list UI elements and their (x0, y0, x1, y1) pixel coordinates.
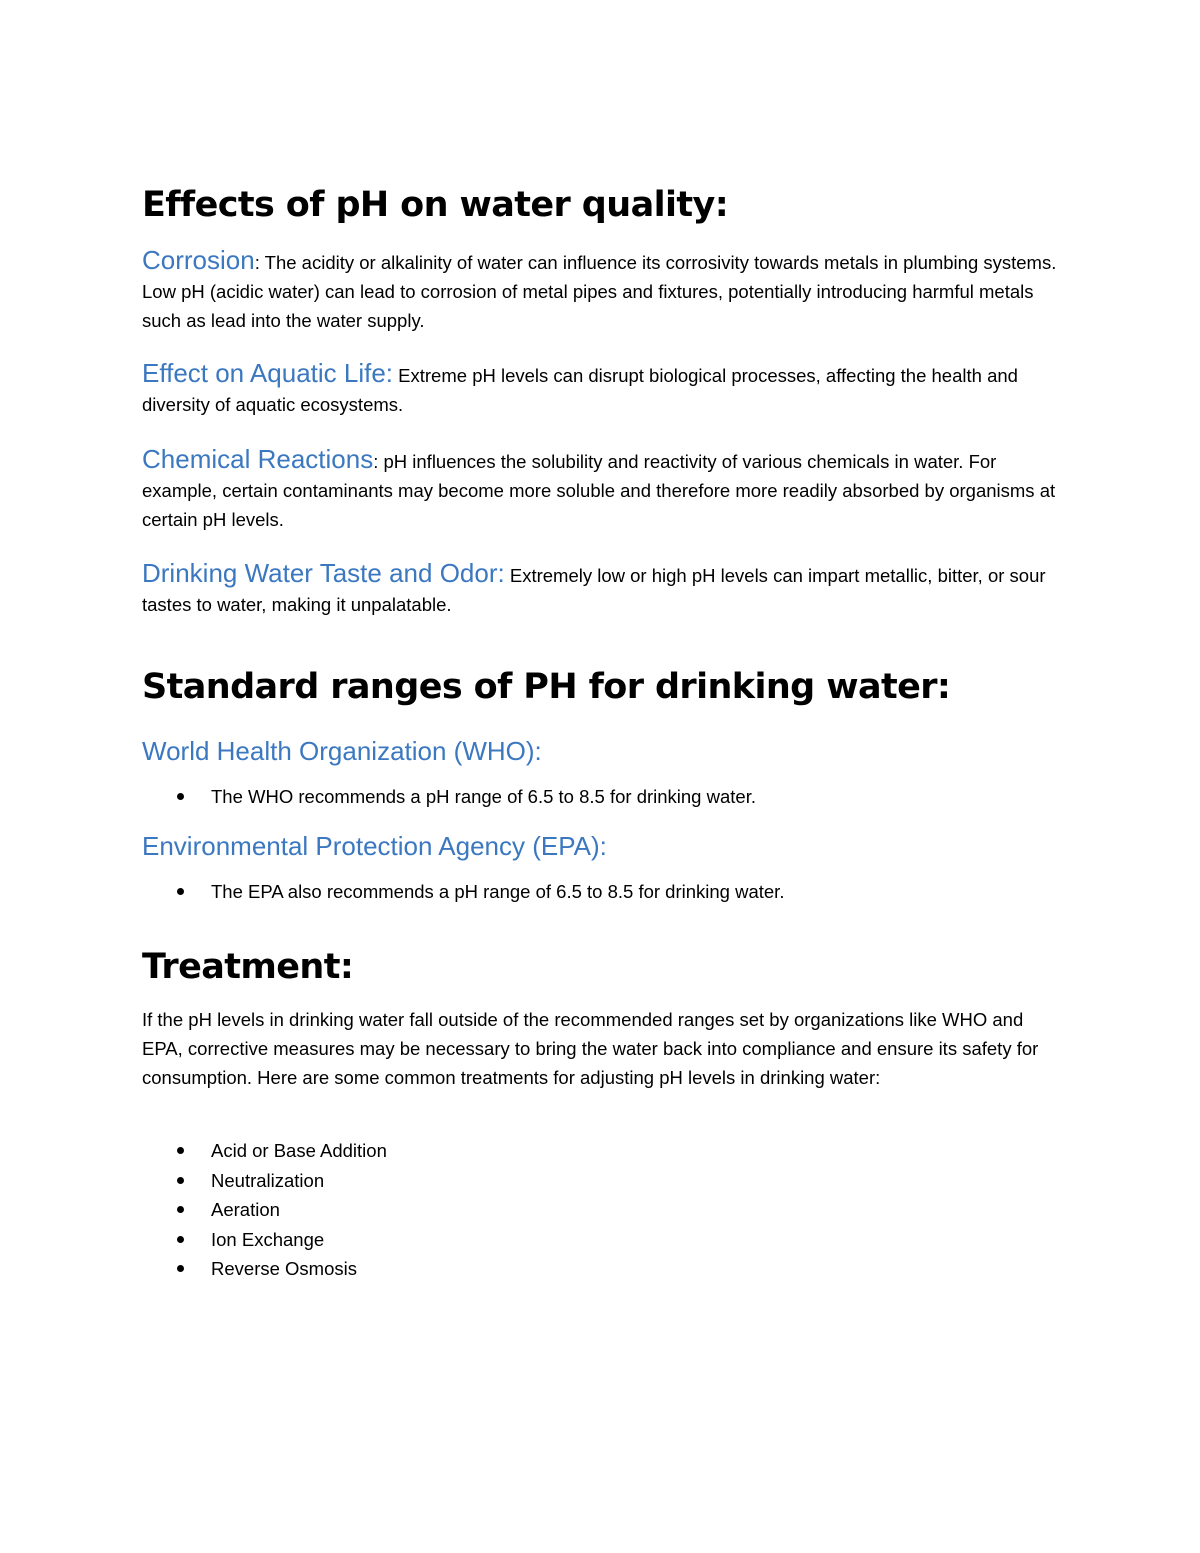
list-treatments (142, 1136, 387, 1284)
paragraph-aquatic-life (142, 359, 1062, 419)
list-item-text: Ion Exchange (211, 1228, 325, 1250)
bullet-icon (177, 1147, 184, 1154)
text-taste-odor: Extremely low or high pH levels can impart metallic, bitter, or sour tastes to water, making it unpalatable. (142, 565, 1046, 615)
list-item-text: The WHO recommends a pH range of 6.5 to 8.5 for drinking water. (211, 786, 756, 807)
list-item-text: Acid or Base Addition (211, 1140, 387, 1161)
list-item-text: The EPA also recommends a pH range of 6.5 to 8.5 for drinking water. (211, 881, 785, 902)
list-item-text: Aeration (211, 1199, 280, 1221)
bullet-icon (177, 1265, 184, 1272)
term-corrosion: Corrosion (142, 245, 255, 275)
subheading-epa: Environmental Protection Agency (EPA): (142, 831, 607, 861)
heading-treatment: Treatment: (142, 947, 354, 987)
paragraph-treatment-intro: If the pH levels in drinking water fall outside of the recommended ranges set by organizations like WHO and EPA, corrective measures may be necessary to bring the water back into compliance and ensure its safety for consumption. Here are some common treatments for adjusting pH levels in drinking water: (142, 1009, 1039, 1088)
list-epa (142, 877, 784, 907)
term-chemical-reactions: Chemical Reactions (142, 444, 374, 474)
list-item (142, 1195, 387, 1225)
list-item-text: Neutralization (211, 1169, 325, 1191)
list-who (142, 782, 756, 812)
text-aquatic-life: Extreme pH levels can disrupt biological processes, affecting the health and diversity of aquatic ecosystems. (142, 365, 1018, 415)
list-item (142, 1166, 387, 1196)
heading-effects: Effects of pH on water quality: (142, 185, 729, 225)
subheading-who: World Health Organization (WHO): (142, 736, 542, 766)
bullet-icon (177, 793, 184, 800)
list-item (142, 877, 784, 907)
heading-standard-ranges: Standard ranges of PH for drinking water: (142, 667, 951, 707)
paragraph-corrosion (142, 246, 1062, 335)
bullet-icon (177, 1177, 184, 1184)
text-chemical-reactions: : pH influences the solubility and reactivity of various chemicals in water. For example, certain contaminants may become more soluble and therefore more readily absorbed by organisms at certain pH levels. (142, 451, 1056, 530)
paragraph-taste-odor (142, 559, 1062, 619)
list-item (142, 1225, 387, 1255)
term-aquatic-life: Effect on Aquatic Life: (142, 358, 394, 388)
paragraph-chemical-reactions (142, 445, 1062, 534)
list-item (142, 1254, 387, 1284)
list-item-text: Reverse Osmosis (211, 1258, 357, 1280)
text-corrosion: : The acidity or alkalinity of water can influence its corrosivity towards metals in plumbing systems. Low pH (acidic water) can lead to corrosion of metal pipes and fixtures, potentially introducing harmful metals such as lead into the water supply. (142, 252, 1057, 331)
bullet-icon (177, 888, 184, 895)
list-item (142, 1136, 387, 1166)
bullet-icon (177, 1206, 184, 1213)
term-taste-odor: Drinking Water Taste and Odor: (142, 558, 505, 588)
list-item (142, 782, 756, 812)
bullet-icon (177, 1236, 184, 1243)
